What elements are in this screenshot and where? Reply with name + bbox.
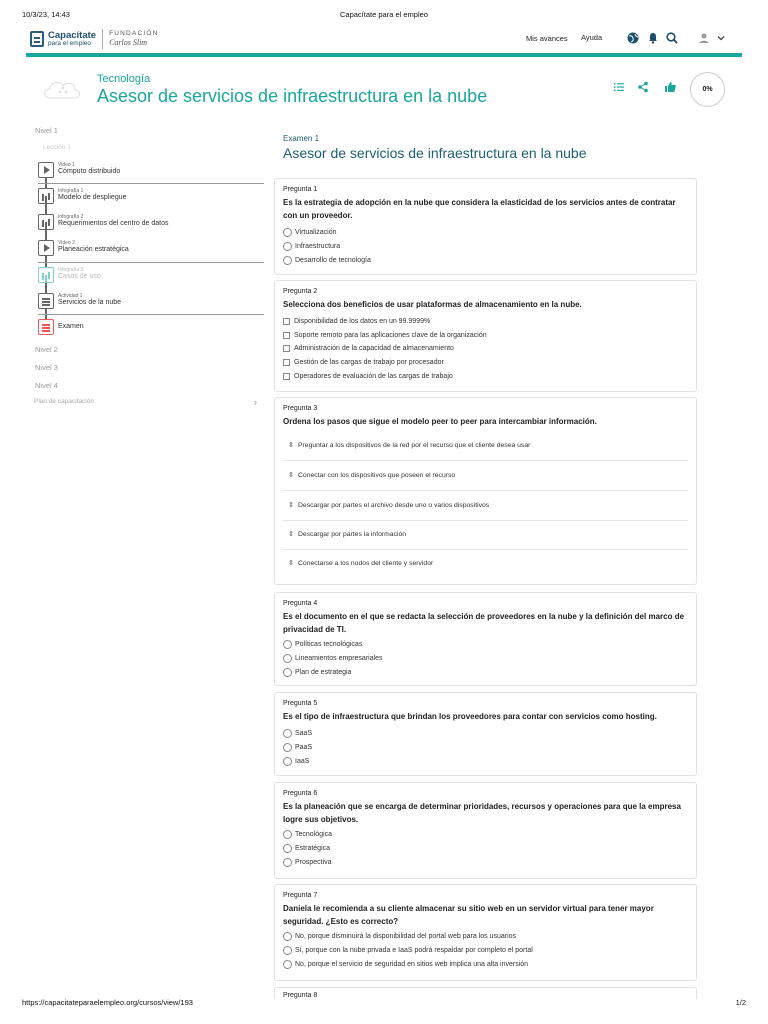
checkbox[interactable] bbox=[283, 318, 290, 325]
answer-option[interactable]: Virtualización bbox=[283, 228, 337, 237]
sidebar-item-video-1[interactable] bbox=[38, 160, 264, 182]
answer-option[interactable]: Desarrollo de tecnología bbox=[283, 256, 371, 265]
question-text: Es la estrategia de adopción en la nube que considera la elasticidad de los servicios antes de contratar con un proveedor. bbox=[283, 198, 676, 220]
logo-icon bbox=[30, 31, 44, 47]
question-text: Ordena los pasos que sigue el modelo peer to peer para intercambiar información. bbox=[283, 417, 597, 426]
question-number: Pregunta 3 bbox=[283, 405, 318, 412]
infographic-icon bbox=[38, 267, 54, 283]
exam-icon bbox=[38, 319, 54, 335]
bell-icon[interactable] bbox=[646, 31, 660, 45]
course-header bbox=[26, 70, 742, 118]
sidebar-item-infografia-3[interactable] bbox=[38, 265, 264, 287]
list-icon[interactable] bbox=[612, 80, 626, 94]
answer-checkbox[interactable]: Administración de la capacidad de almacenamiento bbox=[283, 345, 454, 352]
question-text: Es el tipo de infraestructura que brindan los proveedores para contar con servicios como hosting. bbox=[283, 712, 657, 721]
drag-handle-icon[interactable]: ⇕ bbox=[288, 502, 294, 509]
sidebar-item-examen[interactable] bbox=[38, 317, 264, 339]
item-type: Infografía 3 bbox=[58, 267, 84, 273]
question-card-7 bbox=[274, 884, 697, 981]
print-page-number: 1/2 bbox=[735, 998, 746, 1007]
video-icon bbox=[38, 162, 54, 178]
question-card-5 bbox=[274, 692, 697, 776]
question-text: Es el documento en el que se redacta la selección de proveedores en la nube y la definición del marco de privacidad de TI. bbox=[283, 612, 685, 634]
question-card-2 bbox=[274, 280, 697, 392]
print-url: https://capacitateparaelempleo.org/cursos/view/193 bbox=[22, 998, 193, 1007]
print-date: 10/3/23, 14:43 bbox=[22, 10, 70, 19]
drag-handle-icon[interactable]: ⇕ bbox=[288, 560, 294, 567]
sidebar-item-infografia-2[interactable] bbox=[38, 212, 264, 234]
question-number: Pregunta 5 bbox=[283, 700, 318, 707]
radio-button[interactable] bbox=[283, 932, 292, 941]
answer-option[interactable]: PaaS bbox=[283, 743, 312, 752]
answer-checkbox[interactable]: Soporte remoto para las aplicaciones clave de la organización bbox=[283, 332, 487, 339]
radio-button[interactable] bbox=[283, 654, 292, 663]
item-name: Casos de uso bbox=[58, 273, 101, 280]
answer-option[interactable]: IaaS bbox=[283, 757, 309, 766]
sidebar-level-3[interactable]: Nivel 3 bbox=[35, 363, 58, 372]
foundation-line1: FUNDACIÓN bbox=[109, 30, 159, 38]
print-title: Capacítate para el empleo bbox=[340, 10, 428, 19]
logo-line2: para el empleo bbox=[48, 40, 91, 47]
radio-button[interactable] bbox=[283, 256, 292, 265]
question-number: Pregunta 4 bbox=[283, 600, 318, 607]
sidebar-item-actividad-1[interactable] bbox=[38, 291, 264, 313]
question-text: Daniela le recomienda a su cliente almacenar su sitio web en un servidor virtual para tener mayor seguridad. ¿Esto es correcto? bbox=[283, 904, 654, 926]
logo-line1: Capacítate bbox=[48, 29, 97, 41]
item-name: Servicios de la nube bbox=[58, 299, 122, 306]
progress-indicator: 0% bbox=[690, 72, 725, 107]
infographic-icon bbox=[38, 214, 54, 230]
topbar-accent-line bbox=[26, 53, 742, 57]
drag-handle-icon[interactable]: ⇕ bbox=[288, 472, 294, 479]
answer-option[interactable]: Infraestructura bbox=[283, 242, 340, 251]
radio-button[interactable] bbox=[283, 228, 292, 237]
print-footer bbox=[22, 998, 746, 1010]
sidebar-divider bbox=[38, 183, 264, 184]
drag-handle-icon[interactable]: ⇕ bbox=[288, 531, 294, 538]
nav-mis-avances[interactable]: Mis avances bbox=[526, 34, 568, 43]
item-type: Video 1 bbox=[58, 162, 75, 168]
item-name: Planeación estratégica bbox=[58, 246, 129, 253]
radio-button[interactable] bbox=[283, 858, 292, 867]
radio-button[interactable] bbox=[283, 830, 292, 839]
foundation-line2: Carlos Slim bbox=[109, 37, 148, 47]
answer-checkbox[interactable]: Disponibilidad de los datos en un 99.9999% bbox=[283, 318, 430, 325]
answer-option[interactable]: Sí, porque con la nube privada e IaaS podrá respaldar por completo el portal bbox=[283, 946, 533, 955]
radio-button[interactable] bbox=[283, 743, 292, 752]
sidebar-level-4[interactable]: Nivel 4 bbox=[35, 381, 58, 390]
item-type: Actividad 1 bbox=[58, 293, 83, 299]
item-name: Examen bbox=[58, 323, 84, 330]
answer-option[interactable]: Tecnológica bbox=[283, 830, 332, 839]
exam-title: Asesor de servicios de infraestructura en la nube bbox=[283, 145, 587, 161]
question-text: Es la planeación que se encarga de determinar prioridades, recursos y operaciones para que la empresa logre sus objetivos. bbox=[283, 802, 681, 824]
video-icon bbox=[38, 240, 54, 256]
radio-button[interactable] bbox=[283, 960, 292, 969]
radio-button[interactable] bbox=[283, 242, 292, 251]
user-icon[interactable] bbox=[697, 31, 711, 45]
sortable-item[interactable]: ⇕ Descargar por partes la información bbox=[283, 521, 688, 550]
radio-button[interactable] bbox=[283, 844, 292, 853]
radio-button[interactable] bbox=[283, 668, 292, 677]
question-number: Pregunta 8 bbox=[283, 992, 318, 999]
question-card-4 bbox=[274, 592, 697, 686]
question-number: Pregunta 6 bbox=[283, 790, 318, 797]
sidebar-item-video-2[interactable] bbox=[38, 238, 264, 260]
share-icon[interactable] bbox=[636, 80, 650, 94]
chevron-right-icon[interactable]: › bbox=[254, 397, 257, 407]
sortable-item[interactable]: ⇕ Preguntar a los dispositivos de la red por el recurso que el cliente desea usar bbox=[283, 432, 688, 461]
sortable-item[interactable]: ⇕ Conectarse a los nodos del cliente y servidor bbox=[288, 560, 434, 567]
question-text: Selecciona dos beneficios de usar plataformas de almacenamiento en la nube. bbox=[283, 300, 582, 309]
top-navbar bbox=[26, 24, 742, 54]
answer-option[interactable]: Estratégica bbox=[283, 844, 330, 853]
item-name: Cómputo distribuido bbox=[58, 168, 121, 175]
sortable-item[interactable]: ⇕ Descargar por partes el archivo desde uno o varios dispositivos bbox=[283, 492, 688, 521]
chevron-down-icon[interactable] bbox=[714, 31, 728, 45]
checkbox[interactable] bbox=[283, 359, 290, 366]
answer-option[interactable]: SaaS bbox=[283, 729, 312, 738]
radio-button[interactable] bbox=[283, 640, 292, 649]
cloud-icon bbox=[40, 74, 84, 104]
sidebar-plan-link[interactable]: Plan de capacitación bbox=[34, 398, 94, 405]
question-card-6 bbox=[274, 782, 697, 879]
question-card-3 bbox=[274, 397, 697, 585]
question-number: Pregunta 2 bbox=[283, 288, 318, 295]
item-type: Infografía 1 bbox=[58, 188, 84, 194]
item-name: Requerimientos del centro de datos bbox=[58, 220, 169, 227]
question-number: Pregunta 7 bbox=[283, 892, 318, 899]
activity-icon bbox=[38, 293, 54, 309]
checkbox[interactable] bbox=[283, 345, 290, 352]
answer-option[interactable]: Plan de estrategia bbox=[283, 668, 351, 677]
infographic-icon bbox=[38, 188, 54, 204]
nav-ayuda[interactable]: Ayuda bbox=[581, 33, 603, 42]
site-logo[interactable] bbox=[30, 28, 159, 50]
question-card-1 bbox=[274, 178, 697, 275]
question-number: Pregunta 1 bbox=[283, 186, 318, 193]
globe-icon[interactable] bbox=[626, 31, 640, 45]
print-header bbox=[22, 10, 746, 22]
answer-checkbox[interactable]: Operadores de evaluación de las cargas de trabajo bbox=[283, 373, 453, 380]
item-type: Infografía 2 bbox=[58, 214, 84, 220]
checkbox[interactable] bbox=[283, 373, 290, 380]
sidebar-lesson-1[interactable]: Lección 1 bbox=[43, 144, 71, 151]
sortable-item[interactable]: ⇕ Conectar con los dispositivos que poseen el recurso bbox=[283, 462, 688, 491]
answer-option[interactable]: No, porque el servicio de seguridad en sitios web implica una alta inversión bbox=[283, 960, 528, 969]
course-category: Tecnología bbox=[97, 73, 151, 85]
item-type: Video 2 bbox=[58, 240, 75, 246]
sidebar-divider bbox=[38, 262, 264, 263]
answer-option[interactable]: Lineamientos empresariales bbox=[283, 654, 383, 663]
answer-option[interactable]: Prospectiva bbox=[283, 858, 332, 867]
sidebar-item-infografia-1[interactable] bbox=[38, 186, 264, 208]
sidebar-divider bbox=[38, 314, 264, 315]
drag-handle-icon[interactable]: ⇕ bbox=[288, 442, 294, 449]
radio-button[interactable] bbox=[283, 729, 292, 738]
course-title: Asesor de servicios de infraestructura en la nube bbox=[97, 86, 488, 106]
thumbs-up-icon[interactable] bbox=[663, 80, 677, 94]
checkbox[interactable] bbox=[283, 332, 290, 339]
sidebar-level-1[interactable]: Nivel 1 bbox=[35, 126, 58, 135]
item-name: Modelo de despliegue bbox=[58, 194, 127, 201]
answer-option[interactable]: No, porque disminuirá la disponibilidad del portal web para los usuarios bbox=[283, 932, 516, 941]
sidebar-level-2[interactable]: Nivel 2 bbox=[35, 345, 58, 354]
answer-option[interactable]: Políticas tecnológicas bbox=[283, 640, 362, 649]
answer-checkbox[interactable]: Gestión de las cargas de trabajo por procesador bbox=[283, 359, 444, 366]
radio-button[interactable] bbox=[283, 946, 292, 955]
exam-tag: Examen 1 bbox=[283, 134, 320, 143]
logo-divider bbox=[102, 29, 103, 49]
radio-button[interactable] bbox=[283, 757, 292, 766]
search-icon[interactable] bbox=[665, 31, 679, 45]
